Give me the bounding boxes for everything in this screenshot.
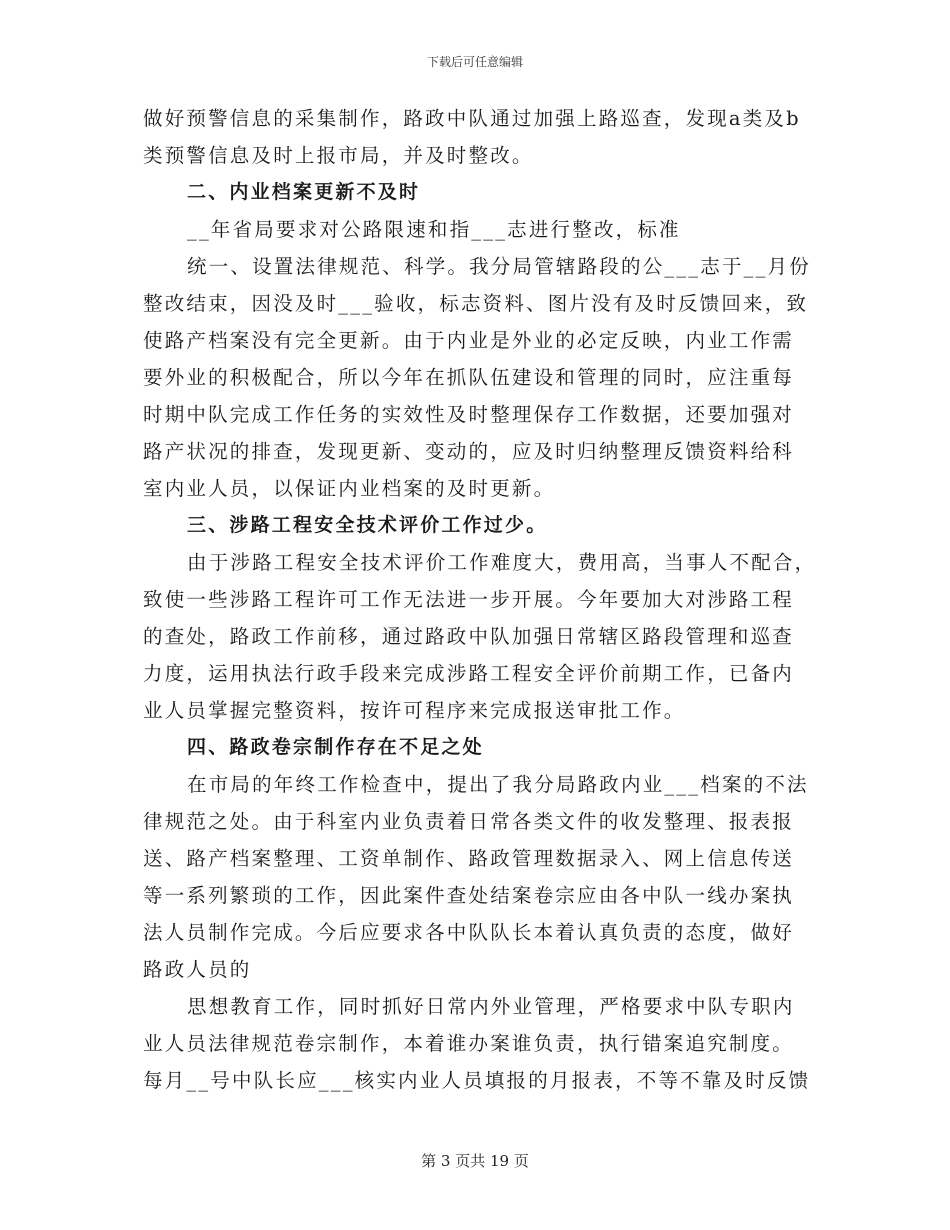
text-line: 送、路产档案整理、工资单制作、路政管理数据录入、网上信息传送 [143,847,795,870]
text-line: 类预警信息及时上报市局，并及时整改。 [143,144,534,167]
text-line: 统一、设置法律规范、科学。我分局管辖路段的公___志于__月份 [187,255,811,278]
text-line: 时期中队完成工作任务的实效性及时整理保存工作数据，还要加强对 [143,403,795,426]
text-line: 业人员掌握完整资料，按许可程序来完成报送审批工作。 [143,699,686,722]
text-line: 思想教育工作，同时抓好日常内外业管理，严格要求中队专职内 [187,995,795,1018]
text-line: 做好预警信息的采集制作，路政中队通过加强上路巡查，发现a类及b [143,107,801,130]
text-line: 法人员制作完成。今后应要求各中队队长本着认真负责的态度，做好 [143,921,795,944]
text-line: 每月__号中队长应___核实内业人员填报的月报表，不等不靠及时反馈 [143,1069,811,1092]
text-line: 在市局的年终工作检查中，提出了我分局路政内业___档案的不法 [187,773,809,796]
page-header: 下载后可任意编辑 [426,55,523,69]
section-heading: 四、路政卷宗制作存在不足之处 [187,736,484,758]
text-line: 使路产档案没有完全更新。由于内业是外业的必定反映，内业工作需 [143,329,795,352]
text-line: 室内业人员，以保证内业档案的及时更新。 [143,477,556,500]
text-line: 业人员法律规范卷宗制作，本着谁办案谁负责，执行错案追究制度。 [143,1032,795,1055]
text-line: 力度，运用执法行政手段来完成涉路工程安全评价前期工作，已备内 [143,662,795,685]
text-line: 致使一些涉路工程许可工作无法进一步开展。今年要加大对涉路工程 [143,588,795,611]
text-line: 要外业的积极配合，所以今年在抓队伍建设和管理的同时，应注重每 [143,366,795,389]
text-line: 整改结束，因没及时___验收，标志资料、图片没有及时反馈回来，致 [143,292,809,315]
text-line: __年省局要求对公路限速和指___志进行整改，标准 [187,218,681,241]
text-line: 路政人员的 [143,958,252,981]
document-body [143,100,817,1099]
text-line: 律规范之处。由于科室内业负责着日常各类文件的收发整理、报表报 [143,810,795,833]
section-heading: 二、内业档案更新不及时 [187,181,421,203]
text-line: 由于涉路工程安全技术评价工作难度大，费用高，当事人不配合， [187,551,817,574]
text-line: 的查处，路政工作前移，通过路政中队加强日常辖区路段管理和巡查 [143,625,795,648]
page-number: 第 3 页共 19 页 [421,1152,529,1170]
text-line: 路产状况的排查，发现更新、变动的，应及时归纳整理反馈资料给科 [143,440,795,463]
text-line: 等一系列繁琐的工作，因此案件查处结案卷宗应由各中队一线办案执 [143,884,795,907]
section-heading: 三、涉路工程安全技术评价工作过少。 [187,514,548,536]
